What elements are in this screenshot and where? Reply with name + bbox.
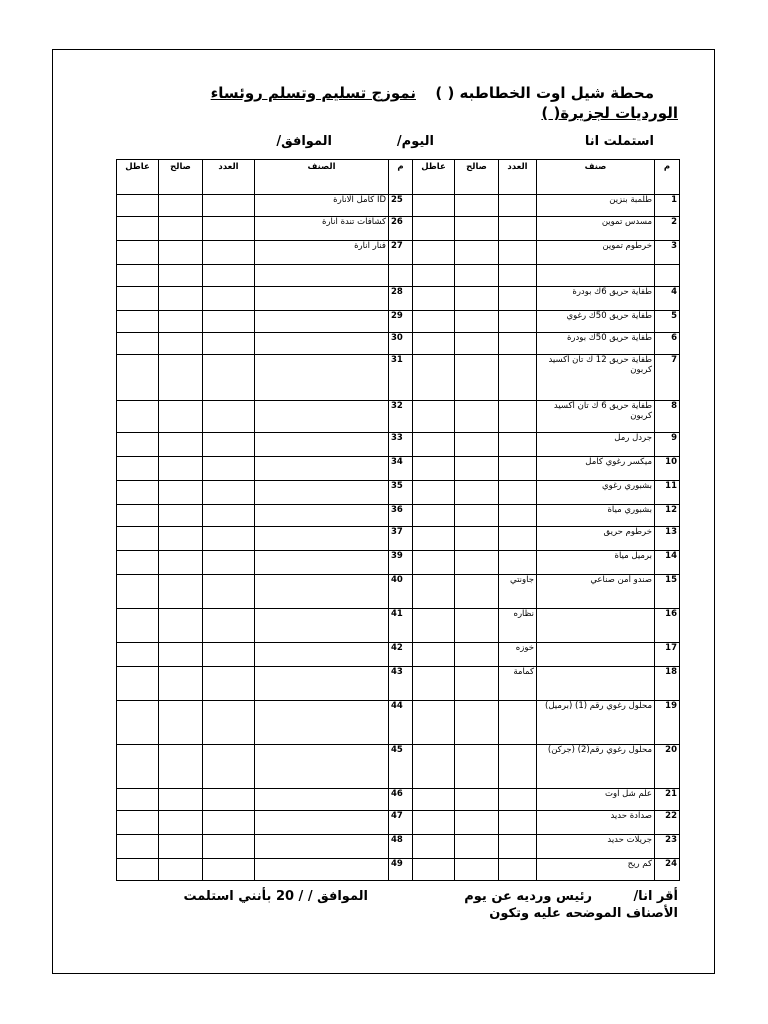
left-broken-cell xyxy=(117,701,159,745)
left-valid-cell xyxy=(159,643,203,667)
left-count-cell xyxy=(203,217,255,241)
left-valid-cell xyxy=(159,575,203,609)
right-valid-cell xyxy=(455,551,499,575)
left-broken-cell xyxy=(117,643,159,667)
left-item-cell xyxy=(255,355,389,401)
left-valid-cell xyxy=(159,859,203,881)
table-row xyxy=(117,667,680,701)
right-count-cell xyxy=(499,355,537,401)
right-num-cell xyxy=(655,265,680,287)
right-item-cell: بشبوري مياة xyxy=(537,505,655,527)
left-broken-cell xyxy=(117,217,159,241)
left-count-cell xyxy=(203,265,255,287)
right-valid-header: صالح xyxy=(455,160,499,195)
table-row xyxy=(117,551,680,575)
footer-acknowledge: أقر انا/ xyxy=(633,889,678,904)
left-num-cell: 27 xyxy=(389,241,413,265)
right-item-cell: علم شل اوت xyxy=(537,789,655,811)
right-item-cell: طلمبة بنزين xyxy=(537,195,655,217)
left-item-cell xyxy=(255,505,389,527)
table-row xyxy=(117,241,680,265)
right-count-header: العدد xyxy=(499,160,537,195)
right-broken-cell xyxy=(413,433,455,457)
right-num-cell: 24 xyxy=(655,859,680,881)
right-count-cell: خوزه xyxy=(499,643,537,667)
left-num-cell: 41 xyxy=(389,609,413,643)
left-broken-cell xyxy=(117,551,159,575)
right-valid-cell xyxy=(455,333,499,355)
right-valid-cell xyxy=(455,609,499,643)
right-broken-cell xyxy=(413,481,455,505)
left-broken-cell xyxy=(117,241,159,265)
left-count-cell xyxy=(203,481,255,505)
left-broken-cell xyxy=(117,195,159,217)
right-item-cell: ميكسر رغوي كامل xyxy=(537,457,655,481)
right-count-cell xyxy=(499,859,537,881)
left-count-cell xyxy=(203,811,255,835)
right-item-cell: بشبوري رغوي xyxy=(537,481,655,505)
right-num-cell: 12 xyxy=(655,505,680,527)
right-count-cell xyxy=(499,265,537,287)
left-broken-cell xyxy=(117,835,159,859)
left-valid-cell xyxy=(159,311,203,333)
left-count-cell xyxy=(203,333,255,355)
right-item-cell: صدادة حديد xyxy=(537,811,655,835)
right-count-cell xyxy=(499,433,537,457)
right-item-cell: طفاية حريق 6 ك تان أكسيد كربون xyxy=(537,401,655,433)
table-row xyxy=(117,355,680,401)
right-num-cell: 2 xyxy=(655,217,680,241)
left-broken-cell xyxy=(117,667,159,701)
left-item-cell xyxy=(255,745,389,789)
left-valid-cell xyxy=(159,811,203,835)
right-valid-cell xyxy=(455,811,499,835)
right-broken-cell xyxy=(413,575,455,609)
left-valid-cell xyxy=(159,835,203,859)
right-count-cell xyxy=(499,551,537,575)
right-count-cell xyxy=(499,481,537,505)
left-valid-cell xyxy=(159,701,203,745)
table-row xyxy=(117,789,680,811)
left-broken-cell xyxy=(117,311,159,333)
right-valid-cell xyxy=(455,667,499,701)
left-broken-cell xyxy=(117,355,159,401)
right-broken-cell xyxy=(413,505,455,527)
left-num-cell: 26 xyxy=(389,217,413,241)
right-count-cell xyxy=(499,401,537,433)
table-row xyxy=(117,481,680,505)
left-broken-cell xyxy=(117,527,159,551)
left-item-cell xyxy=(255,609,389,643)
right-valid-cell xyxy=(455,575,499,609)
left-broken-cell xyxy=(117,811,159,835)
right-num-cell: 14 xyxy=(655,551,680,575)
left-broken-cell xyxy=(117,333,159,355)
right-broken-cell xyxy=(413,195,455,217)
left-valid-cell xyxy=(159,527,203,551)
form-title-line2: الورديات لجزيرة( ) xyxy=(541,104,678,122)
left-num-cell: 44 xyxy=(389,701,413,745)
left-count-cell xyxy=(203,287,255,311)
right-count-cell xyxy=(499,527,537,551)
table-row xyxy=(117,575,680,609)
table-row xyxy=(117,287,680,311)
right-valid-cell xyxy=(455,745,499,789)
right-broken-cell xyxy=(413,745,455,789)
right-valid-cell xyxy=(455,457,499,481)
right-broken-cell xyxy=(413,551,455,575)
left-valid-cell xyxy=(159,745,203,789)
right-valid-cell xyxy=(455,311,499,333)
left-item-cell xyxy=(255,311,389,333)
left-item-cell xyxy=(255,265,389,287)
right-num-cell: 17 xyxy=(655,643,680,667)
left-broken-cell xyxy=(117,745,159,789)
left-valid-cell xyxy=(159,505,203,527)
left-item-cell xyxy=(255,789,389,811)
left-count-cell xyxy=(203,527,255,551)
left-item-cell xyxy=(255,457,389,481)
table-row xyxy=(117,811,680,835)
right-item-cell: خرطوم تموين xyxy=(537,241,655,265)
right-num-cell: 3 xyxy=(655,241,680,265)
left-count-cell xyxy=(203,643,255,667)
right-num-cell: 4 xyxy=(655,287,680,311)
right-broken-cell xyxy=(413,527,455,551)
right-broken-cell xyxy=(413,643,455,667)
right-broken-cell xyxy=(413,789,455,811)
left-valid-cell xyxy=(159,333,203,355)
table-row xyxy=(117,217,680,241)
right-broken-cell xyxy=(413,667,455,701)
left-valid-cell xyxy=(159,667,203,701)
right-valid-cell xyxy=(455,265,499,287)
left-item-cell: فنار انارة xyxy=(255,241,389,265)
left-count-cell xyxy=(203,401,255,433)
left-num-cell: 33 xyxy=(389,433,413,457)
right-valid-cell xyxy=(455,505,499,527)
right-count-cell: كمامة xyxy=(499,667,537,701)
left-num-cell: 45 xyxy=(389,745,413,789)
right-num-cell: 10 xyxy=(655,457,680,481)
right-count-cell xyxy=(499,311,537,333)
left-num-cell: 47 xyxy=(389,811,413,835)
left-num-cell: 34 xyxy=(389,457,413,481)
left-count-cell xyxy=(203,551,255,575)
left-valid-header: صالح xyxy=(159,160,203,195)
table-row xyxy=(117,527,680,551)
right-broken-cell xyxy=(413,265,455,287)
left-item-header: الصنف xyxy=(255,160,389,195)
right-item-cell: جردل رمل xyxy=(537,433,655,457)
right-valid-cell xyxy=(455,701,499,745)
right-num-cell: 18 xyxy=(655,667,680,701)
left-item-cell xyxy=(255,527,389,551)
right-valid-cell xyxy=(455,481,499,505)
left-item-cell xyxy=(255,575,389,609)
right-item-cell: محلول رغوي رقم(2) (جركن) xyxy=(537,745,655,789)
inventory-table xyxy=(116,159,680,881)
left-num-cell: 40 xyxy=(389,575,413,609)
right-valid-cell xyxy=(455,527,499,551)
right-item-cell xyxy=(537,643,655,667)
left-valid-cell xyxy=(159,195,203,217)
right-num-header: م xyxy=(655,160,680,195)
left-count-cell xyxy=(203,859,255,881)
table-row xyxy=(117,333,680,355)
right-count-cell xyxy=(499,241,537,265)
right-broken-cell xyxy=(413,609,455,643)
right-broken-cell xyxy=(413,859,455,881)
left-num-cell: 29 xyxy=(389,311,413,333)
left-count-cell xyxy=(203,505,255,527)
left-valid-cell xyxy=(159,355,203,401)
right-num-cell: 6 xyxy=(655,333,680,355)
left-item-cell xyxy=(255,701,389,745)
left-item-cell xyxy=(255,481,389,505)
left-broken-cell xyxy=(117,265,159,287)
left-count-cell xyxy=(203,701,255,745)
right-item-cell: طفاية حريق 12 ك تان أكسيد كربون xyxy=(537,355,655,401)
right-num-cell: 16 xyxy=(655,609,680,643)
right-valid-cell xyxy=(455,835,499,859)
left-broken-cell xyxy=(117,575,159,609)
right-item-cell: محلول رغوي رقم (1) (برميل) xyxy=(537,701,655,745)
right-count-cell xyxy=(499,811,537,835)
right-count-cell xyxy=(499,701,537,745)
right-valid-cell xyxy=(455,789,499,811)
footer-date: الموافق / / 20 بأنني استلمت xyxy=(183,889,368,904)
left-valid-cell xyxy=(159,789,203,811)
station-title: محطة شيل اوت الخطاطبه ( ) xyxy=(435,84,654,102)
table-header-row xyxy=(117,160,680,195)
left-valid-cell xyxy=(159,433,203,457)
left-num-cell: 48 xyxy=(389,835,413,859)
left-num-cell: 35 xyxy=(389,481,413,505)
table-row xyxy=(117,195,680,217)
left-valid-cell xyxy=(159,217,203,241)
left-broken-cell xyxy=(117,789,159,811)
left-count-cell xyxy=(203,745,255,789)
table-row xyxy=(117,643,680,667)
right-item-cell: جريلات حديد xyxy=(537,835,655,859)
right-count-cell xyxy=(499,333,537,355)
left-num-cell: 32 xyxy=(389,401,413,433)
left-num-header: م xyxy=(389,160,413,195)
left-item-cell xyxy=(255,287,389,311)
footer-line2: الأصناف الموضحه عليه وتكون xyxy=(489,906,678,921)
table-row xyxy=(117,859,680,881)
right-count-cell: جاونتي xyxy=(499,575,537,609)
left-item-cell: كشافات تندة انارة xyxy=(255,217,389,241)
left-count-cell xyxy=(203,667,255,701)
received-label: استملت انا xyxy=(584,134,654,149)
right-count-cell xyxy=(499,789,537,811)
left-num-cell: 28 xyxy=(389,287,413,311)
form-title: نموزج تسليم وتسلم روئساء xyxy=(210,84,416,102)
left-num-cell xyxy=(389,265,413,287)
right-valid-cell xyxy=(455,433,499,457)
left-num-cell: 25 xyxy=(389,195,413,217)
right-valid-cell xyxy=(455,287,499,311)
left-broken-cell xyxy=(117,457,159,481)
right-count-cell: نظاره xyxy=(499,609,537,643)
right-item-cell xyxy=(537,667,655,701)
right-broken-cell xyxy=(413,457,455,481)
left-count-cell xyxy=(203,355,255,401)
left-num-cell: 36 xyxy=(389,505,413,527)
left-count-cell xyxy=(203,195,255,217)
table-row xyxy=(117,609,680,643)
left-item-cell xyxy=(255,433,389,457)
left-valid-cell xyxy=(159,457,203,481)
date-label: الموافق/ xyxy=(276,134,332,149)
table-row xyxy=(117,835,680,859)
table-row xyxy=(117,401,680,433)
right-item-cell: صندو أمن صناعي xyxy=(537,575,655,609)
left-count-cell xyxy=(203,457,255,481)
right-valid-cell xyxy=(455,241,499,265)
left-item-cell xyxy=(255,333,389,355)
right-count-cell xyxy=(499,505,537,527)
left-count-cell xyxy=(203,575,255,609)
left-broken-cell xyxy=(117,287,159,311)
left-item-cell xyxy=(255,551,389,575)
left-item-cell xyxy=(255,859,389,881)
left-num-cell: 43 xyxy=(389,667,413,701)
left-valid-cell xyxy=(159,551,203,575)
left-num-cell: 31 xyxy=(389,355,413,401)
right-num-cell: 21 xyxy=(655,789,680,811)
right-broken-cell xyxy=(413,355,455,401)
right-num-cell: 7 xyxy=(655,355,680,401)
right-item-cell xyxy=(537,609,655,643)
right-broken-cell xyxy=(413,311,455,333)
right-item-header: صنف xyxy=(537,160,655,195)
table-row xyxy=(117,457,680,481)
left-broken-cell xyxy=(117,859,159,881)
right-num-cell: 5 xyxy=(655,311,680,333)
table-row xyxy=(117,701,680,745)
left-item-cell xyxy=(255,811,389,835)
table-row xyxy=(117,265,680,287)
left-valid-cell xyxy=(159,265,203,287)
right-num-cell: 19 xyxy=(655,701,680,745)
right-item-cell: طفاية حريق 50ك رغوي xyxy=(537,311,655,333)
right-broken-cell xyxy=(413,287,455,311)
left-valid-cell xyxy=(159,241,203,265)
right-num-cell: 8 xyxy=(655,401,680,433)
left-count-cell xyxy=(203,609,255,643)
right-item-cell: مسدس تموين xyxy=(537,217,655,241)
right-broken-cell xyxy=(413,241,455,265)
right-num-cell: 13 xyxy=(655,527,680,551)
right-num-cell: 23 xyxy=(655,835,680,859)
left-count-cell xyxy=(203,241,255,265)
right-item-cell: طفاية حريق 50ك بودرة xyxy=(537,333,655,355)
left-count-cell xyxy=(203,433,255,457)
left-num-cell: 39 xyxy=(389,551,413,575)
right-num-cell: 1 xyxy=(655,195,680,217)
left-count-cell xyxy=(203,311,255,333)
right-item-cell: طفاية حريق 6ك بودرة xyxy=(537,287,655,311)
left-num-cell: 49 xyxy=(389,859,413,881)
right-num-cell: 15 xyxy=(655,575,680,609)
footer-supervisor: رئيس ورديه عن يوم xyxy=(464,889,592,904)
left-count-header: العدد xyxy=(203,160,255,195)
right-item-cell xyxy=(537,265,655,287)
right-valid-cell xyxy=(455,195,499,217)
right-count-cell xyxy=(499,457,537,481)
right-num-cell: 20 xyxy=(655,745,680,789)
left-broken-cell xyxy=(117,401,159,433)
right-broken-cell xyxy=(413,333,455,355)
left-valid-cell xyxy=(159,609,203,643)
right-broken-cell xyxy=(413,401,455,433)
left-broken-cell xyxy=(117,609,159,643)
left-item-cell xyxy=(255,667,389,701)
right-count-cell xyxy=(499,835,537,859)
left-count-cell xyxy=(203,835,255,859)
left-valid-cell xyxy=(159,401,203,433)
left-item-cell: ID كامل الانارة xyxy=(255,195,389,217)
right-num-cell: 9 xyxy=(655,433,680,457)
table-row xyxy=(117,745,680,789)
left-broken-cell xyxy=(117,505,159,527)
left-num-cell: 30 xyxy=(389,333,413,355)
right-item-cell: خرطوم حريق xyxy=(537,527,655,551)
right-broken-cell xyxy=(413,835,455,859)
right-valid-cell xyxy=(455,859,499,881)
right-valid-cell xyxy=(455,643,499,667)
right-broken-header: عاطل xyxy=(413,160,455,195)
right-valid-cell xyxy=(455,217,499,241)
left-num-cell: 42 xyxy=(389,643,413,667)
left-item-cell xyxy=(255,401,389,433)
left-broken-header: عاطل xyxy=(117,160,159,195)
right-broken-cell xyxy=(413,701,455,745)
left-num-cell: 37 xyxy=(389,527,413,551)
left-item-cell xyxy=(255,643,389,667)
left-broken-cell xyxy=(117,433,159,457)
right-broken-cell xyxy=(413,811,455,835)
left-item-cell xyxy=(255,835,389,859)
table-row xyxy=(117,311,680,333)
right-count-cell xyxy=(499,745,537,789)
left-valid-cell xyxy=(159,287,203,311)
table-row xyxy=(117,505,680,527)
right-num-cell: 11 xyxy=(655,481,680,505)
right-num-cell: 22 xyxy=(655,811,680,835)
left-num-cell: 46 xyxy=(389,789,413,811)
left-valid-cell xyxy=(159,481,203,505)
right-broken-cell xyxy=(413,217,455,241)
right-count-cell xyxy=(499,195,537,217)
day-label: اليوم/ xyxy=(396,134,434,149)
left-count-cell xyxy=(203,789,255,811)
right-valid-cell xyxy=(455,401,499,433)
right-count-cell xyxy=(499,287,537,311)
right-valid-cell xyxy=(455,355,499,401)
right-item-cell: كم ريح xyxy=(537,859,655,881)
table-row xyxy=(117,433,680,457)
left-broken-cell xyxy=(117,481,159,505)
right-item-cell: برميل مياة xyxy=(537,551,655,575)
right-count-cell xyxy=(499,217,537,241)
